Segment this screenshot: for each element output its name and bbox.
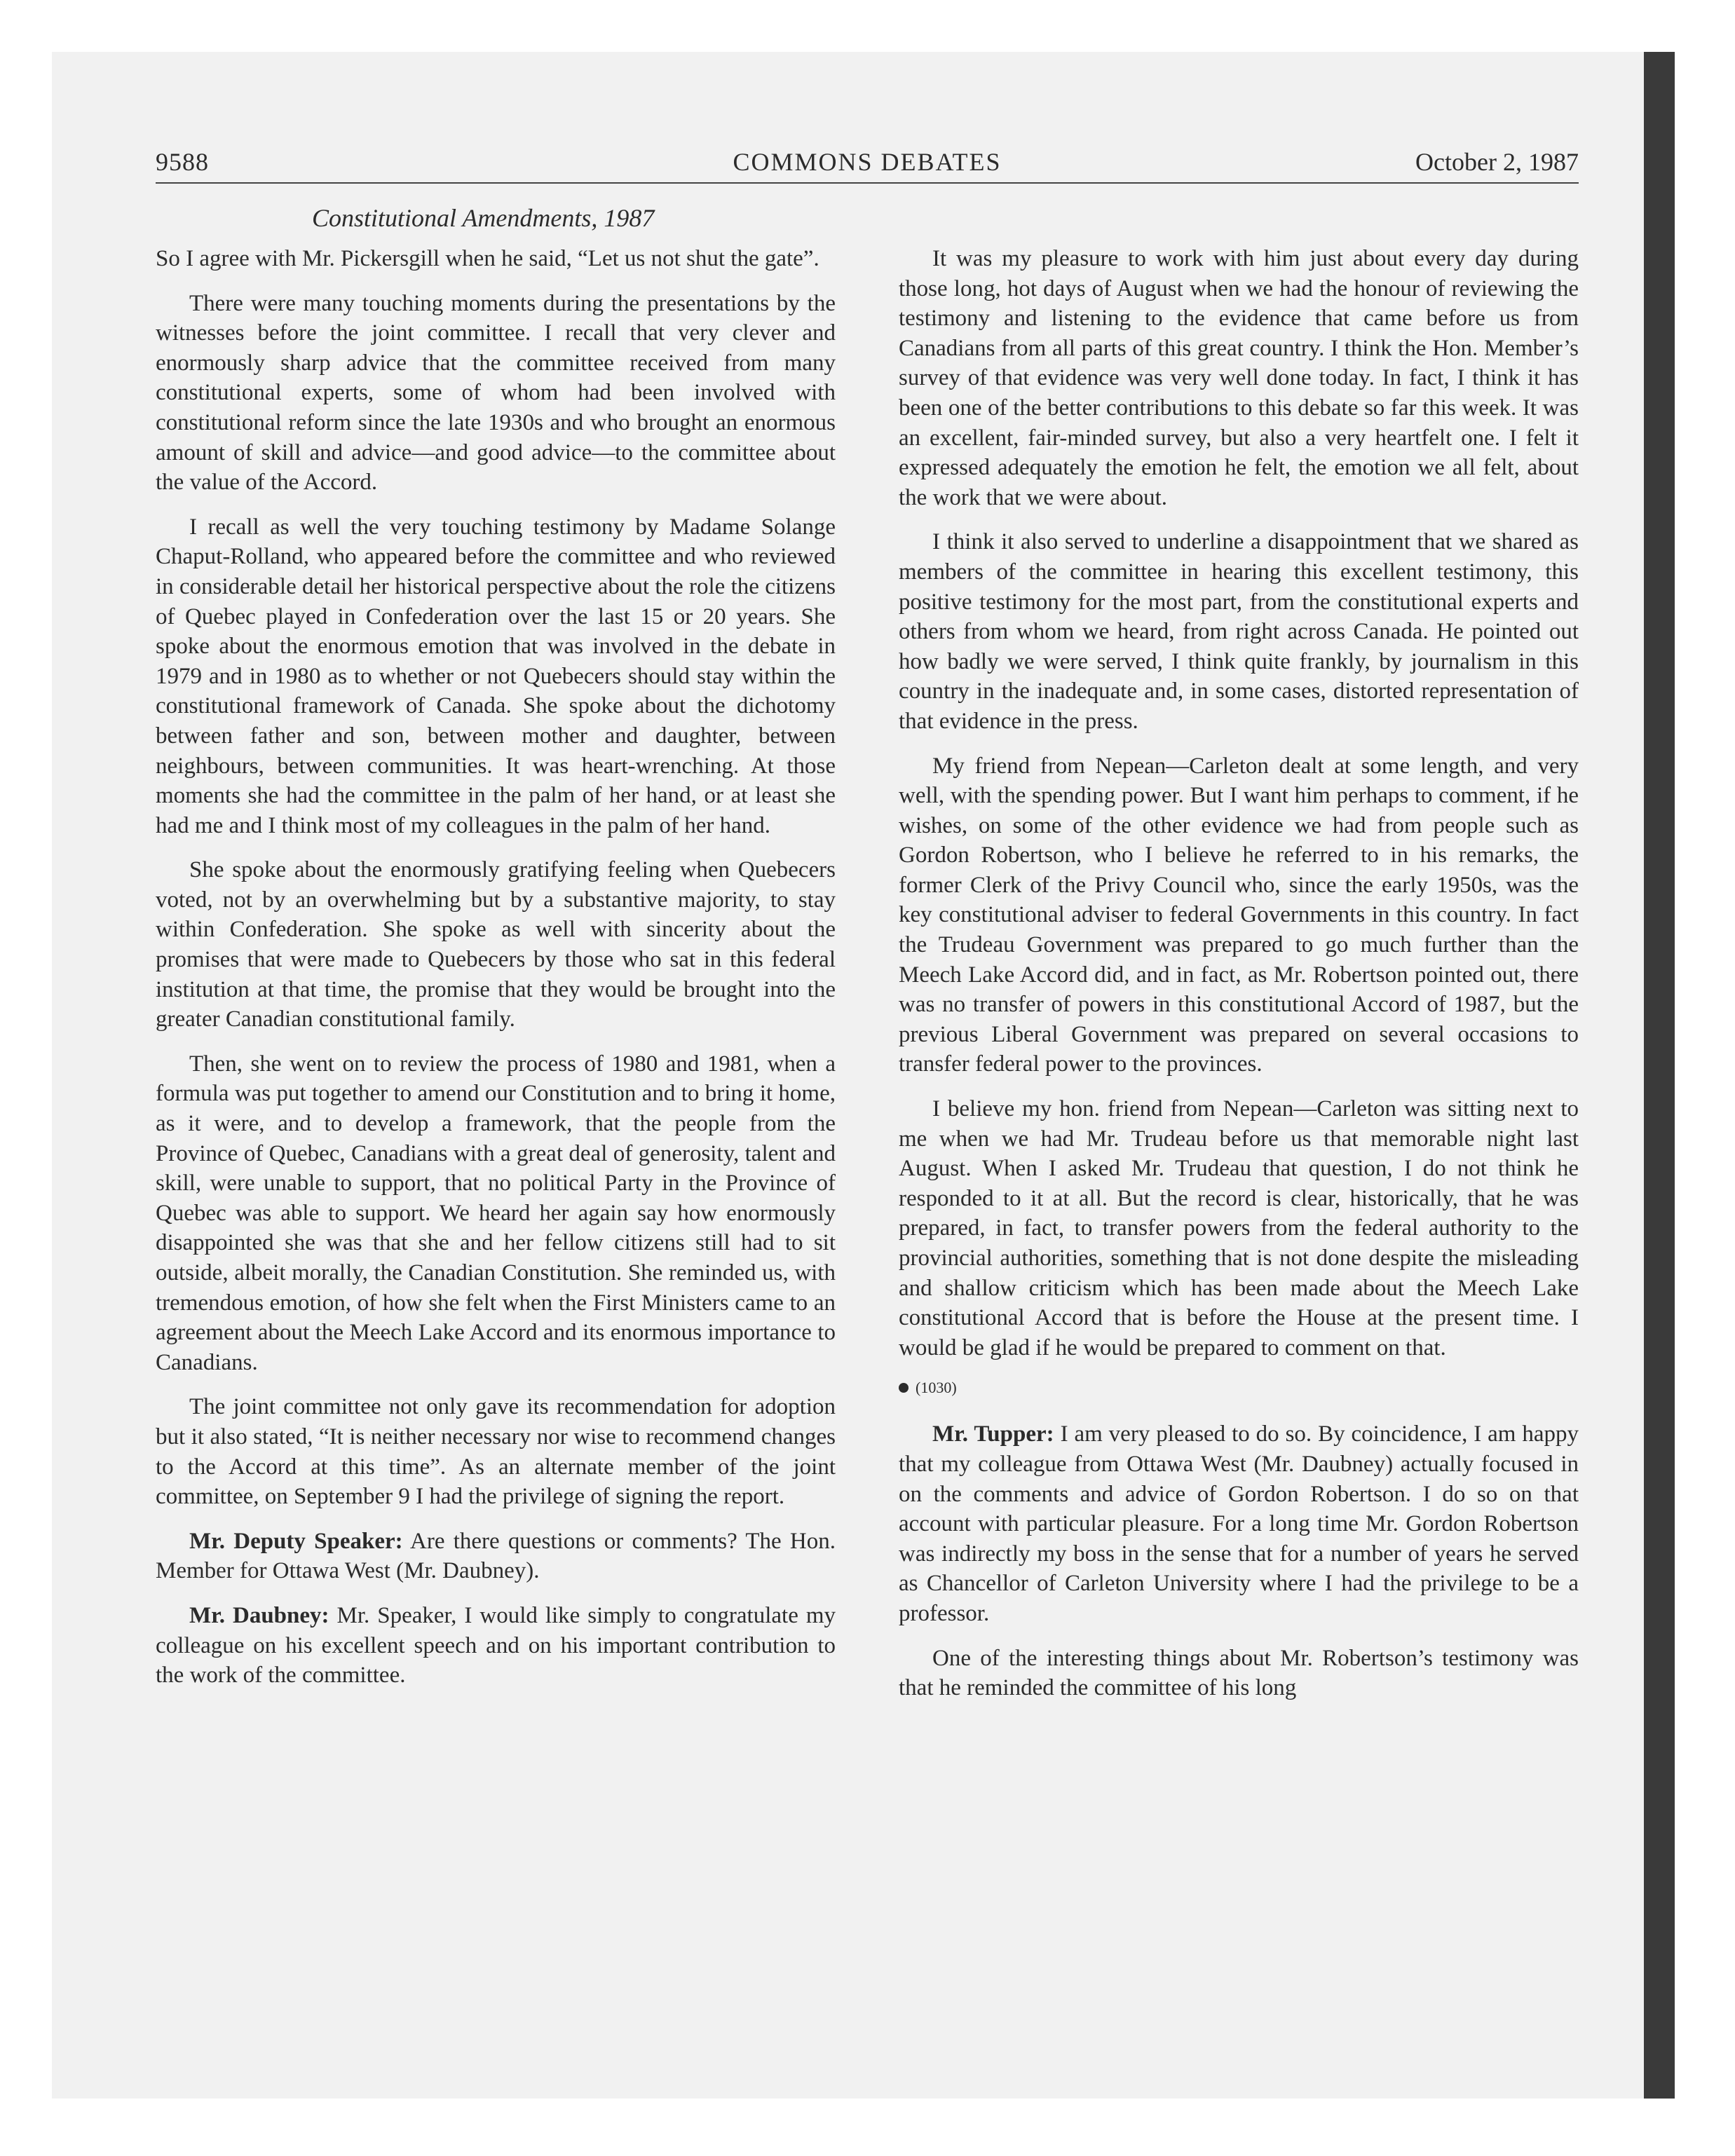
speech-text: I am very pleased to do so. By coincidence, I am happy that my colleague from Ottawa West (Mr. Daubney) actually focused in on the comments and advice of Gordon Robertson. I do so on that account with particular pleasure. For a long time Mr. Gordon Robertson was indirectly my boss in the sense that for a number of years he served as Chancellor of Carleton University where I had the privilege to be a professor. [899, 1421, 1579, 1626]
paragraph: One of the interesting things about Mr. Robertson’s testimony was that he reminded the committee of his long [899, 1645, 1579, 1701]
paragraph: There were many touching moments during the presentations by the witnesses before the joint committee. I recall that very clever and enormously sharp advice that the committee received from many constitutional experts, some of whom had been involved with constitutional reform since the late 1930s and who brought an enormous amount of skill and advice—and good advice—to the committee about the value of the Accord. [156, 290, 836, 496]
section-subheading: Constitutional Amendments, 1987 [312, 204, 655, 232]
paragraph: The joint committee not only gave its recommendation for adoption but it also stated, “It is neither necessary nor wise to recommend changes to the Accord at this time”. As an alternate member of the joint committee, on September 9 I had the privilege of signing the report. [156, 1394, 836, 1510]
paragraph: My friend from Nepean—Carleton dealt at some length, and very well, with the spending power. But I want him perhaps to comment, if he wishes, on some of the other evidence we had from people such as Gordon Robertson, who I believe he referred to in his remarks, the former Clerk of the Privy Council who, since the early 1950s, was the key constitutional adviser to federal Governments in this country. In fact the Trudeau Government was prepared to go much further than the Meech Lake Accord did, and in fact, as Mr. Robertson pointed out, there was no transfer of powers in this constitutional Accord of 1987, but the previous Liberal Government was prepared on several occasions to transfer federal power to the provinces. [899, 753, 1579, 1077]
paragraph: Then, she went on to review the process of 1980 and 1981, when a formula was put together to amend our Constitution and to bring it home, as it were, and to develop a framework, that the people from the Province of Quebec, Canadians with a great deal of generosity, talent and skill, were unable to support, that no political Party in the Province of Quebec was able to support. We heard her again say how enormously disappointed she was that she and her fellow citizens still had to sit outside, albeit morally, the Canadian Constitution. She reminded us, with tremendous emotion, of how she felt when the First Ministers came to an agreement about the Meech Lake Accord and its enormous importance to Canadians. [156, 1051, 836, 1375]
speaker-name: Mr. Tupper: [932, 1421, 1054, 1447]
speaker-paragraph [899, 1419, 1579, 1628]
paragraph: She spoke about the enormously gratifying feeling when Quebecers voted, not by an overwhelming but by a substantive majority, to stay within Confederation. She spoke as well with sincerity about the promises that were made to Quebecers by those who sat in this federal institution at that time, the promise that they would be brought into the greater Canadian constitutional family. [156, 857, 836, 1032]
speaker-paragraph [156, 1527, 836, 1586]
speaker-paragraph [156, 1601, 836, 1691]
paragraph: I think it also served to underline a disappointment that we shared as members of the committee in hearing this excellent testimony, this positive testimony for the most part, from the constitutional experts and others from whom we heard, from right across Canada. He pointed out how badly we were served, I think quite frankly, by journalism in this country in the inadequate and, in some cases, distorted representation of that evidence in the press. [899, 529, 1579, 734]
bullet-icon [899, 1383, 909, 1393]
speech-text: Are there questions or comments? The Hon. Member for Ottawa West (Mr. Daubney). [156, 1528, 836, 1584]
speaker-name: Mr. Daubney: [189, 1602, 329, 1628]
speaker-name: Mr. Deputy Speaker: [189, 1528, 403, 1554]
publication-title: COMMONS DEBATES [733, 148, 1002, 176]
time-marker [899, 1377, 1579, 1398]
paragraph: So I agree with Mr. Pickersgill when he said, “Let us not shut the gate”. [156, 246, 819, 271]
publication-date: October 2, 1987 [1415, 148, 1579, 176]
scan-edge [1644, 52, 1675, 2099]
paragraph: I recall as well the very touching testimony by Madame Solange Chaput-Rolland, who appeared before the committee and who reviewed in considerable detail her historical perspective about the role the citizens of Quebec played in Confederation over the last 15 or 20 years. She spoke about the enormous emotion that was involved in the debate in 1979 and in 1980 as to whether or not Quebecers should stay within the constitutional framework of Canada. She spoke about the dichotomy between father and son, between mother and daughter, between neighbours, between communities. It was heart-wrenching. At those moments she had the committee in the palm of her hand, or at least she had me and I think most of my colleagues in the palm of her hand. [156, 514, 836, 838]
right-column [899, 244, 1579, 1718]
paragraph: I believe my hon. friend from Nepean—Carleton was sitting next to me when we had Mr. Trudeau before us that memorable night last August. When I asked Mr. Trudeau that question, I do not think he responded to it at all. But the record is clear, historically, that he was prepared, in fact, to transfer powers from the federal authority to the provincial authorities, something that is not done despite the misleading and shallow criticism which has been made about the Meech Lake constitutional Accord that is before the House at the present time. I would be glad if he would be prepared to comment on that. [899, 1096, 1579, 1360]
left-column [156, 244, 836, 1705]
running-header [156, 144, 1579, 184]
page-number: 9588 [156, 148, 209, 176]
time-marker-text: (1030) [916, 1379, 957, 1397]
paragraph: It was my pleasure to work with him just about every day during those long, hot days of August when we had the honour of reviewing the testimony and listening to the evidence that came before us from Canadians from all parts of this great country. I think the Hon. Member’s survey of that evidence was very well done today. In fact, I think it has been one of the better contributions to this debate so far this week. It was an excellent, fair-minded survey, but also a very heartfelt one. I felt it expressed adequately the emotion he felt, the emotion we all felt, about the work that we were about. [899, 246, 1579, 510]
speech-text: Mr. Speaker, I would like simply to congratulate my colleague on his excellent speech and on his important contribution to the work of the committee. [156, 1602, 836, 1688]
